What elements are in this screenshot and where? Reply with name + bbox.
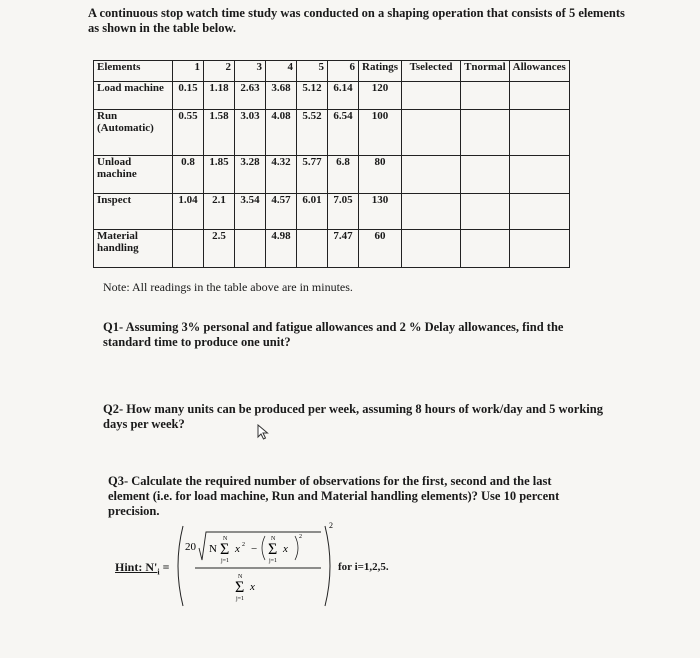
sum-top: N bbox=[271, 536, 276, 542]
header-5: 5 bbox=[297, 61, 328, 82]
cell: 2.1 bbox=[204, 194, 235, 230]
empty-cell bbox=[461, 194, 510, 230]
cell: 4.98 bbox=[266, 230, 297, 268]
rating-cell: 60 bbox=[359, 230, 402, 268]
sqrt-sign bbox=[199, 532, 321, 560]
table-row bbox=[94, 156, 570, 194]
cell: 4.08 bbox=[266, 110, 297, 156]
row-label: Inspect bbox=[94, 194, 173, 230]
table-row bbox=[94, 110, 570, 156]
table-row bbox=[94, 82, 570, 110]
minus: − bbox=[251, 543, 258, 555]
row-label: Load machine bbox=[94, 82, 173, 110]
header-2: 2 bbox=[204, 61, 235, 82]
hint-text: Hint: N' bbox=[115, 560, 158, 574]
outer-exponent: 2 bbox=[329, 521, 333, 530]
inner-left-paren bbox=[262, 536, 265, 560]
inner-exponent: 2 bbox=[299, 534, 302, 540]
header-ratings: Ratings bbox=[359, 61, 402, 82]
rating-cell: 120 bbox=[359, 82, 402, 110]
right-paren bbox=[325, 526, 330, 606]
empty-cell bbox=[402, 110, 461, 156]
cell: 4.57 bbox=[266, 194, 297, 230]
empty-cell bbox=[461, 230, 510, 268]
question-1: Q1- Assuming 3% personal and fatigue allowances and 2 % Delay allowances, find the standard time to produce one unit? bbox=[103, 320, 564, 349]
cell: 3.68 bbox=[266, 82, 297, 110]
cell: 5.12 bbox=[297, 82, 328, 110]
rating-cell: 80 bbox=[359, 156, 402, 194]
table-header-row bbox=[94, 61, 570, 82]
sum-bottom: j=1 bbox=[269, 558, 278, 564]
row-label: Material handling bbox=[94, 230, 173, 268]
cell: 0.15 bbox=[173, 82, 204, 110]
header-3: 3 bbox=[235, 61, 266, 82]
cell: 1.85 bbox=[204, 156, 235, 194]
header-4: 4 bbox=[266, 61, 297, 82]
question-3: Q3- Calculate the required number of observations for the first, second and the last element (i.e. for load machine, Run and Material handling elements)? Use 10 percent precision. bbox=[108, 474, 560, 518]
sum-symbol: Σ bbox=[268, 541, 278, 558]
time-study-table bbox=[93, 60, 570, 268]
table-row bbox=[94, 230, 570, 268]
for-i-note: for i=1,2,5. bbox=[338, 561, 389, 573]
cell: 1.04 bbox=[173, 194, 204, 230]
empty-cell bbox=[402, 82, 461, 110]
cell: 1.58 bbox=[204, 110, 235, 156]
empty-cell bbox=[461, 82, 510, 110]
cell: 6.01 bbox=[297, 194, 328, 230]
header-elements: Elements bbox=[94, 61, 173, 82]
cell: 3.28 bbox=[235, 156, 266, 194]
cell: 0.8 bbox=[173, 156, 204, 194]
hint-label bbox=[115, 560, 169, 579]
x-exponent: 2 bbox=[242, 542, 245, 548]
cell: 7.47 bbox=[328, 230, 359, 268]
empty-cell bbox=[509, 230, 569, 268]
empty-cell bbox=[509, 194, 569, 230]
empty-cell bbox=[402, 156, 461, 194]
cell: 3.03 bbox=[235, 110, 266, 156]
sum-symbol: Σ bbox=[235, 579, 245, 596]
observations-formula bbox=[175, 520, 360, 612]
hint-equals: = bbox=[162, 560, 170, 574]
empty-cell bbox=[402, 194, 461, 230]
intro-text: A continuous stop watch time study was conducted on a shaping operation that consists of 5 elements as shown in the table below. bbox=[88, 6, 625, 35]
cell: 5.52 bbox=[297, 110, 328, 156]
header-6: 6 bbox=[328, 61, 359, 82]
cell bbox=[297, 230, 328, 268]
empty-cell bbox=[509, 110, 569, 156]
header-tselected: Tselected bbox=[402, 61, 461, 82]
sum-bottom: j=1 bbox=[236, 596, 245, 602]
empty-cell bbox=[509, 82, 569, 110]
sum-bottom: j=1 bbox=[221, 558, 230, 564]
table-row bbox=[94, 194, 570, 230]
table-note: Note: All readings in the table above are in minutes. bbox=[103, 280, 353, 294]
question-2: Q2- How many units can be produced per week, assuming 8 hours of work/day and 5 working days per week? bbox=[103, 402, 603, 431]
rating-cell: 100 bbox=[359, 110, 402, 156]
cell bbox=[173, 230, 204, 268]
cell: 6.8 bbox=[328, 156, 359, 194]
cell: 2.63 bbox=[235, 82, 266, 110]
empty-cell bbox=[461, 156, 510, 194]
header-allowances: Allowances bbox=[509, 61, 569, 82]
row-label: Unload machine bbox=[94, 156, 173, 194]
mouse-pointer-icon bbox=[257, 424, 269, 440]
cell: 0.55 bbox=[173, 110, 204, 156]
x-symbol: x bbox=[250, 581, 255, 593]
cell: 3.54 bbox=[235, 194, 266, 230]
x-symbol: x bbox=[283, 543, 288, 555]
x-symbol: x bbox=[235, 543, 240, 555]
hint-sub: i bbox=[157, 567, 160, 577]
cell: 2.5 bbox=[204, 230, 235, 268]
header-1: 1 bbox=[173, 61, 204, 82]
cell: 7.05 bbox=[328, 194, 359, 230]
sum-symbol: Σ bbox=[220, 541, 230, 558]
empty-cell bbox=[461, 110, 510, 156]
empty-cell bbox=[509, 156, 569, 194]
n-symbol: N bbox=[209, 543, 217, 555]
row-label: Run (Automatic) bbox=[94, 110, 173, 156]
cell: 6.14 bbox=[328, 82, 359, 110]
cell bbox=[235, 230, 266, 268]
cell: 1.18 bbox=[204, 82, 235, 110]
sum-top: N bbox=[238, 574, 243, 580]
left-paren bbox=[178, 526, 183, 606]
inner-right-paren bbox=[295, 536, 298, 560]
coefficient: 20 bbox=[185, 541, 196, 553]
rating-cell: 130 bbox=[359, 194, 402, 230]
sum-top: N bbox=[223, 536, 228, 542]
empty-cell bbox=[402, 230, 461, 268]
header-tnormal: Tnormal bbox=[461, 61, 510, 82]
cell: 4.32 bbox=[266, 156, 297, 194]
cell: 6.54 bbox=[328, 110, 359, 156]
cell: 5.77 bbox=[297, 156, 328, 194]
